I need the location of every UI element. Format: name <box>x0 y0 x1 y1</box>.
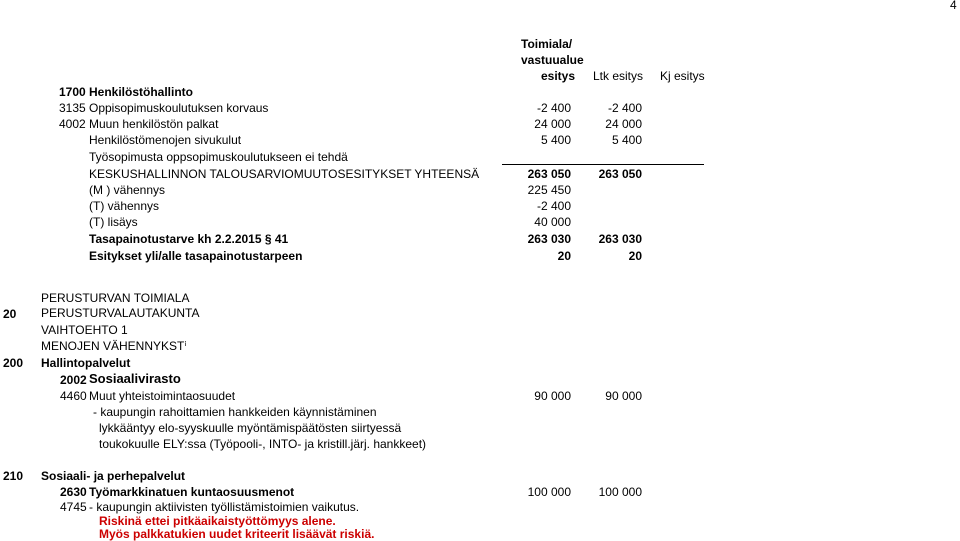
header-toimiala-line1: Toimiala/ <box>521 37 573 51</box>
row-label: Työsopimusta oppsopimuskoulutukseen ei tehdä <box>89 150 348 164</box>
adjustment-label: (T) vähennys <box>89 199 160 213</box>
unit-200-code: 200 <box>3 356 24 370</box>
adjustment-value: 40 000 <box>534 215 571 229</box>
row-4745-label: - kaupungin aktiivisten työllistämistoimien vaikutus. <box>89 500 360 514</box>
unit-210-title: Sosiaali- ja perhepalvelut <box>41 469 186 483</box>
note-line: toukokuulle ELY:ssa (Työpooli-, INTO- ja kristill.järj. hankkeet) <box>99 437 427 451</box>
adjustment-value: 225 450 <box>527 183 571 197</box>
header-toimiala-line3: esitys <box>541 69 576 83</box>
header-kj: Kj esitys <box>660 69 705 83</box>
heading-perusturvan-toimiala: PERUSTURVAN TOIMIALA <box>41 291 190 305</box>
row-label: Oppisopimuskoulutuksen korvaus <box>89 101 269 115</box>
total-divider <box>502 164 704 165</box>
adjustment-value: -2 400 <box>536 199 571 213</box>
note-line: lykkääntyy elo-syyskuulle myöntämispäätösten siirtyessä <box>99 421 402 435</box>
row-code: 4002 <box>59 117 86 131</box>
header-toimiala-line2: vastuualue <box>521 53 584 67</box>
row-ltk-value: 5 400 <box>611 133 642 147</box>
adjustment-label: (T) lisäys <box>89 215 138 229</box>
total-toimiala-value: 263 050 <box>527 167 571 181</box>
sub-2630-title: Työmarkkinatuen kuntaosuusmenot <box>89 485 295 499</box>
row-4460-ltk-value: 90 000 <box>605 389 642 403</box>
heading-perusturvalautakunta: PERUSTURVALAUTAKUNTA <box>41 306 200 320</box>
risk-note: Riskinä ettei pitkäaikaistyöttömyys alene. <box>99 514 336 528</box>
sub-2002-title: Sosiaalivirasto <box>89 371 181 386</box>
header-ltk: Ltk esitys <box>593 69 644 83</box>
sub-2002-code: 2002 <box>60 373 87 387</box>
section-code: 1700 <box>59 85 86 99</box>
sub-2630-toimiala-value: 100 000 <box>527 485 571 499</box>
balance-ltk-value: 263 030 <box>598 232 642 246</box>
over-under-toimiala-value: 20 <box>557 249 571 263</box>
heading-number-20: 20 <box>3 307 17 321</box>
row-4460-code: 4460 <box>60 389 87 403</box>
row-label: Henkilöstömenojen sivukulut <box>89 133 242 147</box>
row-toimiala-value: 5 400 <box>540 133 571 147</box>
sub-2630-ltk-value: 100 000 <box>598 485 642 499</box>
total-label: KESKUSHALLINNON TALOUSARVIOMUUTOSESITYKSET YHTEENSÄ <box>89 167 480 181</box>
unit-210-code: 210 <box>3 469 24 483</box>
total-ltk-value: 263 050 <box>598 167 642 181</box>
row-toimiala-value: 24 000 <box>534 117 571 131</box>
row-code: 3135 <box>59 101 86 115</box>
balance-toimiala-value: 263 030 <box>527 232 571 246</box>
row-ltk-value: 24 000 <box>605 117 642 131</box>
page-number: 4 <box>950 0 957 12</box>
row-ltk-value: -2 400 <box>607 101 642 115</box>
over-under-ltk-value: 20 <box>628 249 642 263</box>
risk-note: Myös palkkatukien uudet kriteerit lisäävät riskiä. <box>99 527 375 541</box>
cuts-label: MENOJEN VÄHENNYKSTⁱ <box>41 339 187 353</box>
unit-200-title: Hallintopalvelut <box>41 356 131 370</box>
row-label: Muun henkilöstön palkat <box>89 117 219 131</box>
row-toimiala-value: -2 400 <box>536 101 571 115</box>
section-title: Henkilöstöhallinto <box>89 85 194 99</box>
adjustment-label: (M ) vähennys <box>89 183 166 197</box>
over-under-label: Esitykset yli/alle tasapainotustarpeen <box>89 249 303 263</box>
note-line: - kaupungin rahoittamien hankkeiden käynnistäminen <box>93 405 377 419</box>
row-4460-toimiala-value: 90 000 <box>534 389 571 403</box>
row-4460-label: Muut yhteistoimintaosuudet <box>89 389 236 403</box>
balance-label: Tasapainotustarve kh 2.2.2015 § 41 <box>89 232 289 246</box>
sub-2630-code: 2630 <box>60 485 87 499</box>
row-4745-code: 4745 <box>60 500 87 514</box>
option-label: VAIHTOEHTO 1 <box>41 323 128 337</box>
